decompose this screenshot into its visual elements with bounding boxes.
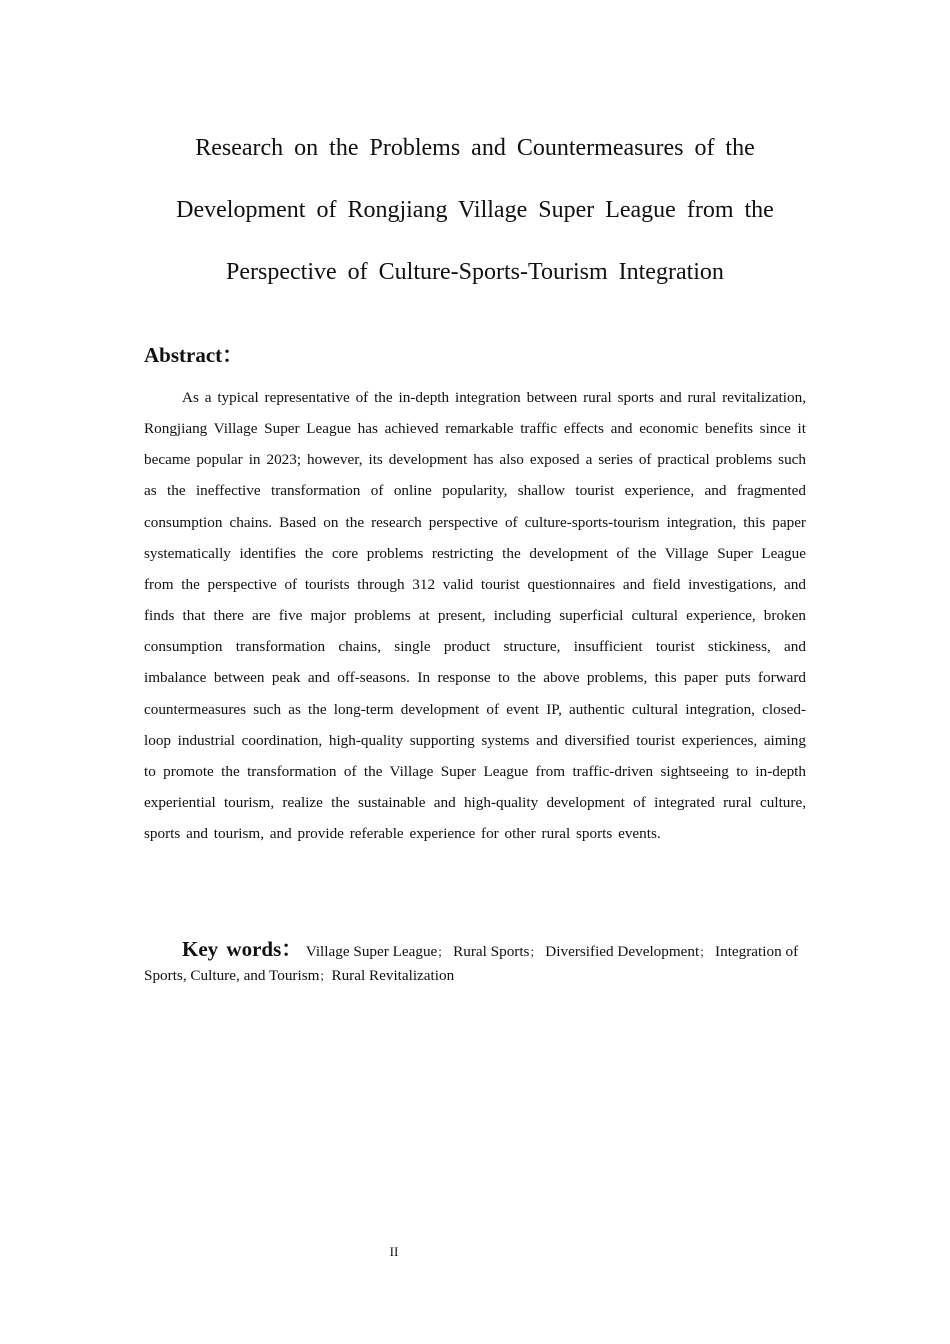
keyword-separator: ；: [319, 969, 332, 983]
keyword-separator: ；: [529, 945, 542, 959]
abstract-body: [144, 382, 806, 849]
title-line-3: Perspective of Culture-Sports-Tourism Integration: [226, 259, 724, 285]
keywords-paragraph: [144, 938, 806, 988]
keyword-item: Rural Sports: [453, 943, 530, 960]
title-line-1: Research on the Problems and Countermeasures of the: [195, 135, 755, 161]
paper-title: [144, 117, 806, 303]
keyword-item: Rural Revitalization: [331, 967, 455, 984]
abstract-paragraph: As a typical representative of the in-depth integration between rural sports and rural revitalization, Rongjiang Village Super League has achieved remarkable traffic effects and economic benefits since it became popular in 2023; however, its development has also exposed a series of practical problems such as the ineffective transformation of online popularity, shallow tourist experience, and fragmented consumption chains. Based on the research perspective of culture-sports-tourism integration, this paper systematically identifies the core problems restricting the development of the Village Super League from the perspective of tourists through 312 valid tourist questionnaires and field investigations, and finds that there are five major problems at present, including superficial cultural experience, broken consumption transformation chains, single product structure, insufficient tourist stickiness, and imbalance between peak and off-seasons. In response to the above problems, this paper puts forward countermeasures such as the long-term development of event IP, authentic cultural integration, closed-loop industrial coordination, high-quality supporting systems and diversified tourist experiences, aiming to promote the transformation of the Village Super League from traffic-driven sightseeing to in-depth experiential tourism, realize the sustainable and high-quality development of integrated rural culture, sports and tourism, and provide referable experience for other rural sports events.: [144, 389, 806, 843]
title-line-2: Development of Rongjiang Village Super League from the: [176, 197, 774, 223]
keyword-separator: ；: [437, 945, 450, 959]
keyword-separator: ；: [699, 945, 712, 959]
keyword-item: Village Super League: [305, 943, 438, 960]
keyword-item: Diversified Development: [545, 943, 700, 960]
keyword-item: Integration of Sports, Culture, and Tourism: [144, 943, 799, 984]
keywords-label: Key words：: [182, 937, 303, 961]
abstract-heading: Abstract：: [144, 343, 244, 367]
page-number: II: [389, 1244, 399, 1259]
keywords-section: [144, 938, 806, 988]
